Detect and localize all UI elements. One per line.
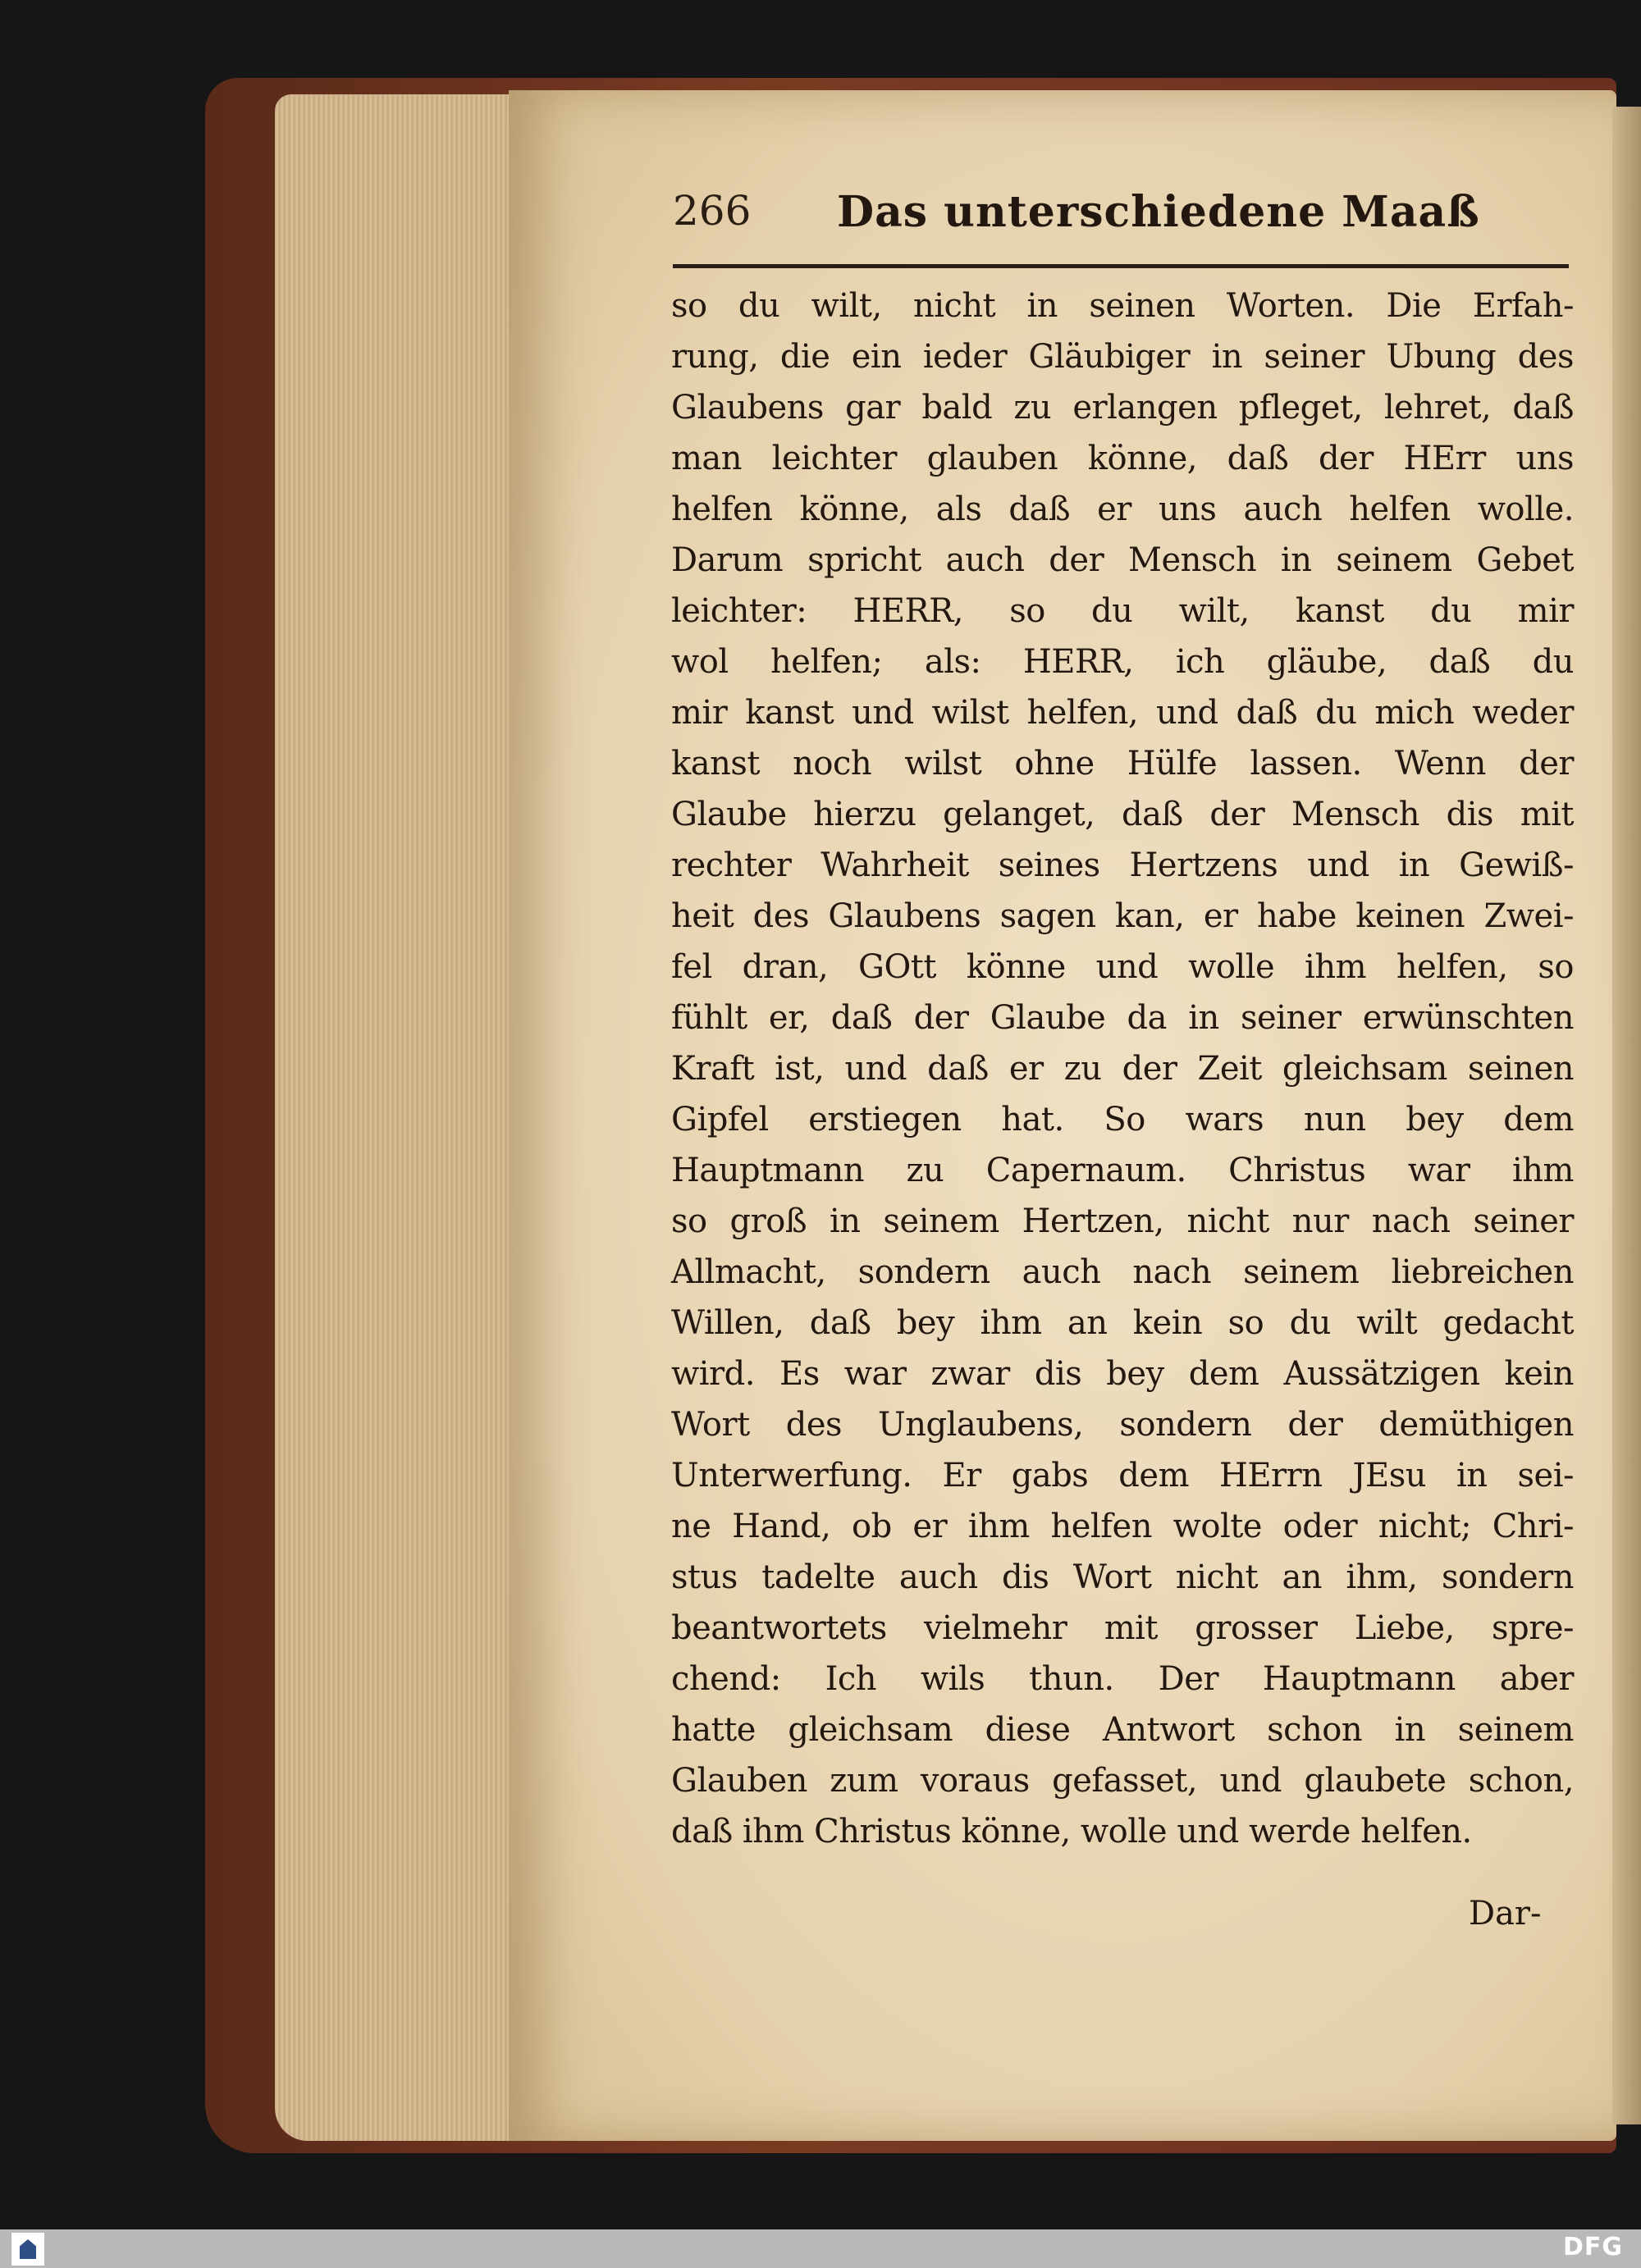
text-line: wird. Es war zwar dis bey dem Aussätzigen kein — [671, 1355, 1574, 1393]
text-line: man leichter glauben könne, daß der HErr uns — [671, 440, 1574, 477]
text-line: rung, die ein ieder Gläubiger in seiner Ubung des — [671, 338, 1574, 376]
text-line: so groß in seinem Hertzen, nicht nur nach seiner — [671, 1202, 1574, 1240]
text-line: Willen, daß bey ihm an kein so du wilt gedacht — [671, 1304, 1574, 1342]
header-rule — [673, 264, 1569, 268]
running-head: Das unterschiedene Maaß — [837, 187, 1480, 237]
text-line: stus tadelte auch dis Wort nicht an ihm, sondern — [671, 1558, 1574, 1596]
text-line: rechter Wahrheit seines Hertzens und in Gewiß- — [671, 847, 1574, 884]
text-line: leichter: HERR, so du wilt, kanst du mir — [671, 592, 1574, 630]
text-line: Glaube hierzu gelanget, daß der Mensch dis mit — [671, 796, 1574, 833]
text-line: heit des Glaubens sagen kan, er habe keinen Zwei- — [671, 897, 1574, 935]
text-line: Darum spricht auch der Mensch in seinem Gebet — [671, 541, 1574, 579]
text-line: Glauben zum voraus gefasset, und glaubete schon, — [671, 1762, 1574, 1800]
catchword: Dar- — [1469, 1895, 1542, 1933]
body-text — [671, 281, 1574, 1857]
text-line: so du wilt, nicht in seinen Worten. Die Erfah- — [671, 287, 1574, 325]
text-line: Allmacht, sondern auch nach seinem liebreichen — [671, 1253, 1574, 1291]
text-line: beantwortets vielmehr mit grosser Liebe, spre- — [671, 1609, 1574, 1647]
text-line: helfen könne, als daß er uns auch helfen wolle. — [671, 491, 1574, 528]
text-line: wol helfen; als: HERR, ich gläube, daß du — [671, 643, 1574, 681]
text-line: chend: Ich wils thun. Der Hauptmann aber — [671, 1660, 1574, 1698]
text-line: fel dran, GOtt könne und wolle ihm helfen, so — [671, 948, 1574, 986]
text-line: Glaubens gar bald zu erlangen pfleget, lehret, daß — [671, 389, 1574, 427]
page-right-edge — [1612, 107, 1641, 2124]
text-line: fühlt er, daß der Glaube da in seiner erwünschten — [671, 999, 1574, 1037]
text-line: hatte gleichsam diese Antwort schon in seinem — [671, 1711, 1574, 1749]
text-line: kanst noch wilst ohne Hülfe lassen. Wenn der — [671, 745, 1574, 783]
text-line: Wort des Unglaubens, sondern der demüthigen — [671, 1406, 1574, 1444]
page-number: 266 — [673, 187, 752, 235]
library-logo-mark — [20, 2239, 36, 2259]
text-line: Unterwerfung. Er gabs dem HErrn JEsu in sei- — [671, 1457, 1574, 1495]
page-header — [673, 187, 1567, 253]
text-line: Kraft ist, und daß er zu der Zeit gleichsam seinen — [671, 1050, 1574, 1088]
text-line: mir kanst und wilst helfen, und daß du mich weder — [671, 694, 1574, 732]
text-line: ne Hand, ob er ihm helfen wolte oder nicht; Chri- — [671, 1508, 1574, 1545]
text-line: Hauptmann zu Capernaum. Christus war ihm — [671, 1152, 1574, 1189]
dfg-label: DFG — [1562, 2233, 1623, 2261]
text-line: daß ihm Christus könne, wolle und werde helfen. — [671, 1813, 1472, 1850]
library-logo-icon — [11, 2233, 44, 2266]
text-line: Gipfel erstiegen hat. So wars nun bey dem — [671, 1101, 1574, 1139]
viewer-footer-bar — [0, 2229, 1641, 2268]
